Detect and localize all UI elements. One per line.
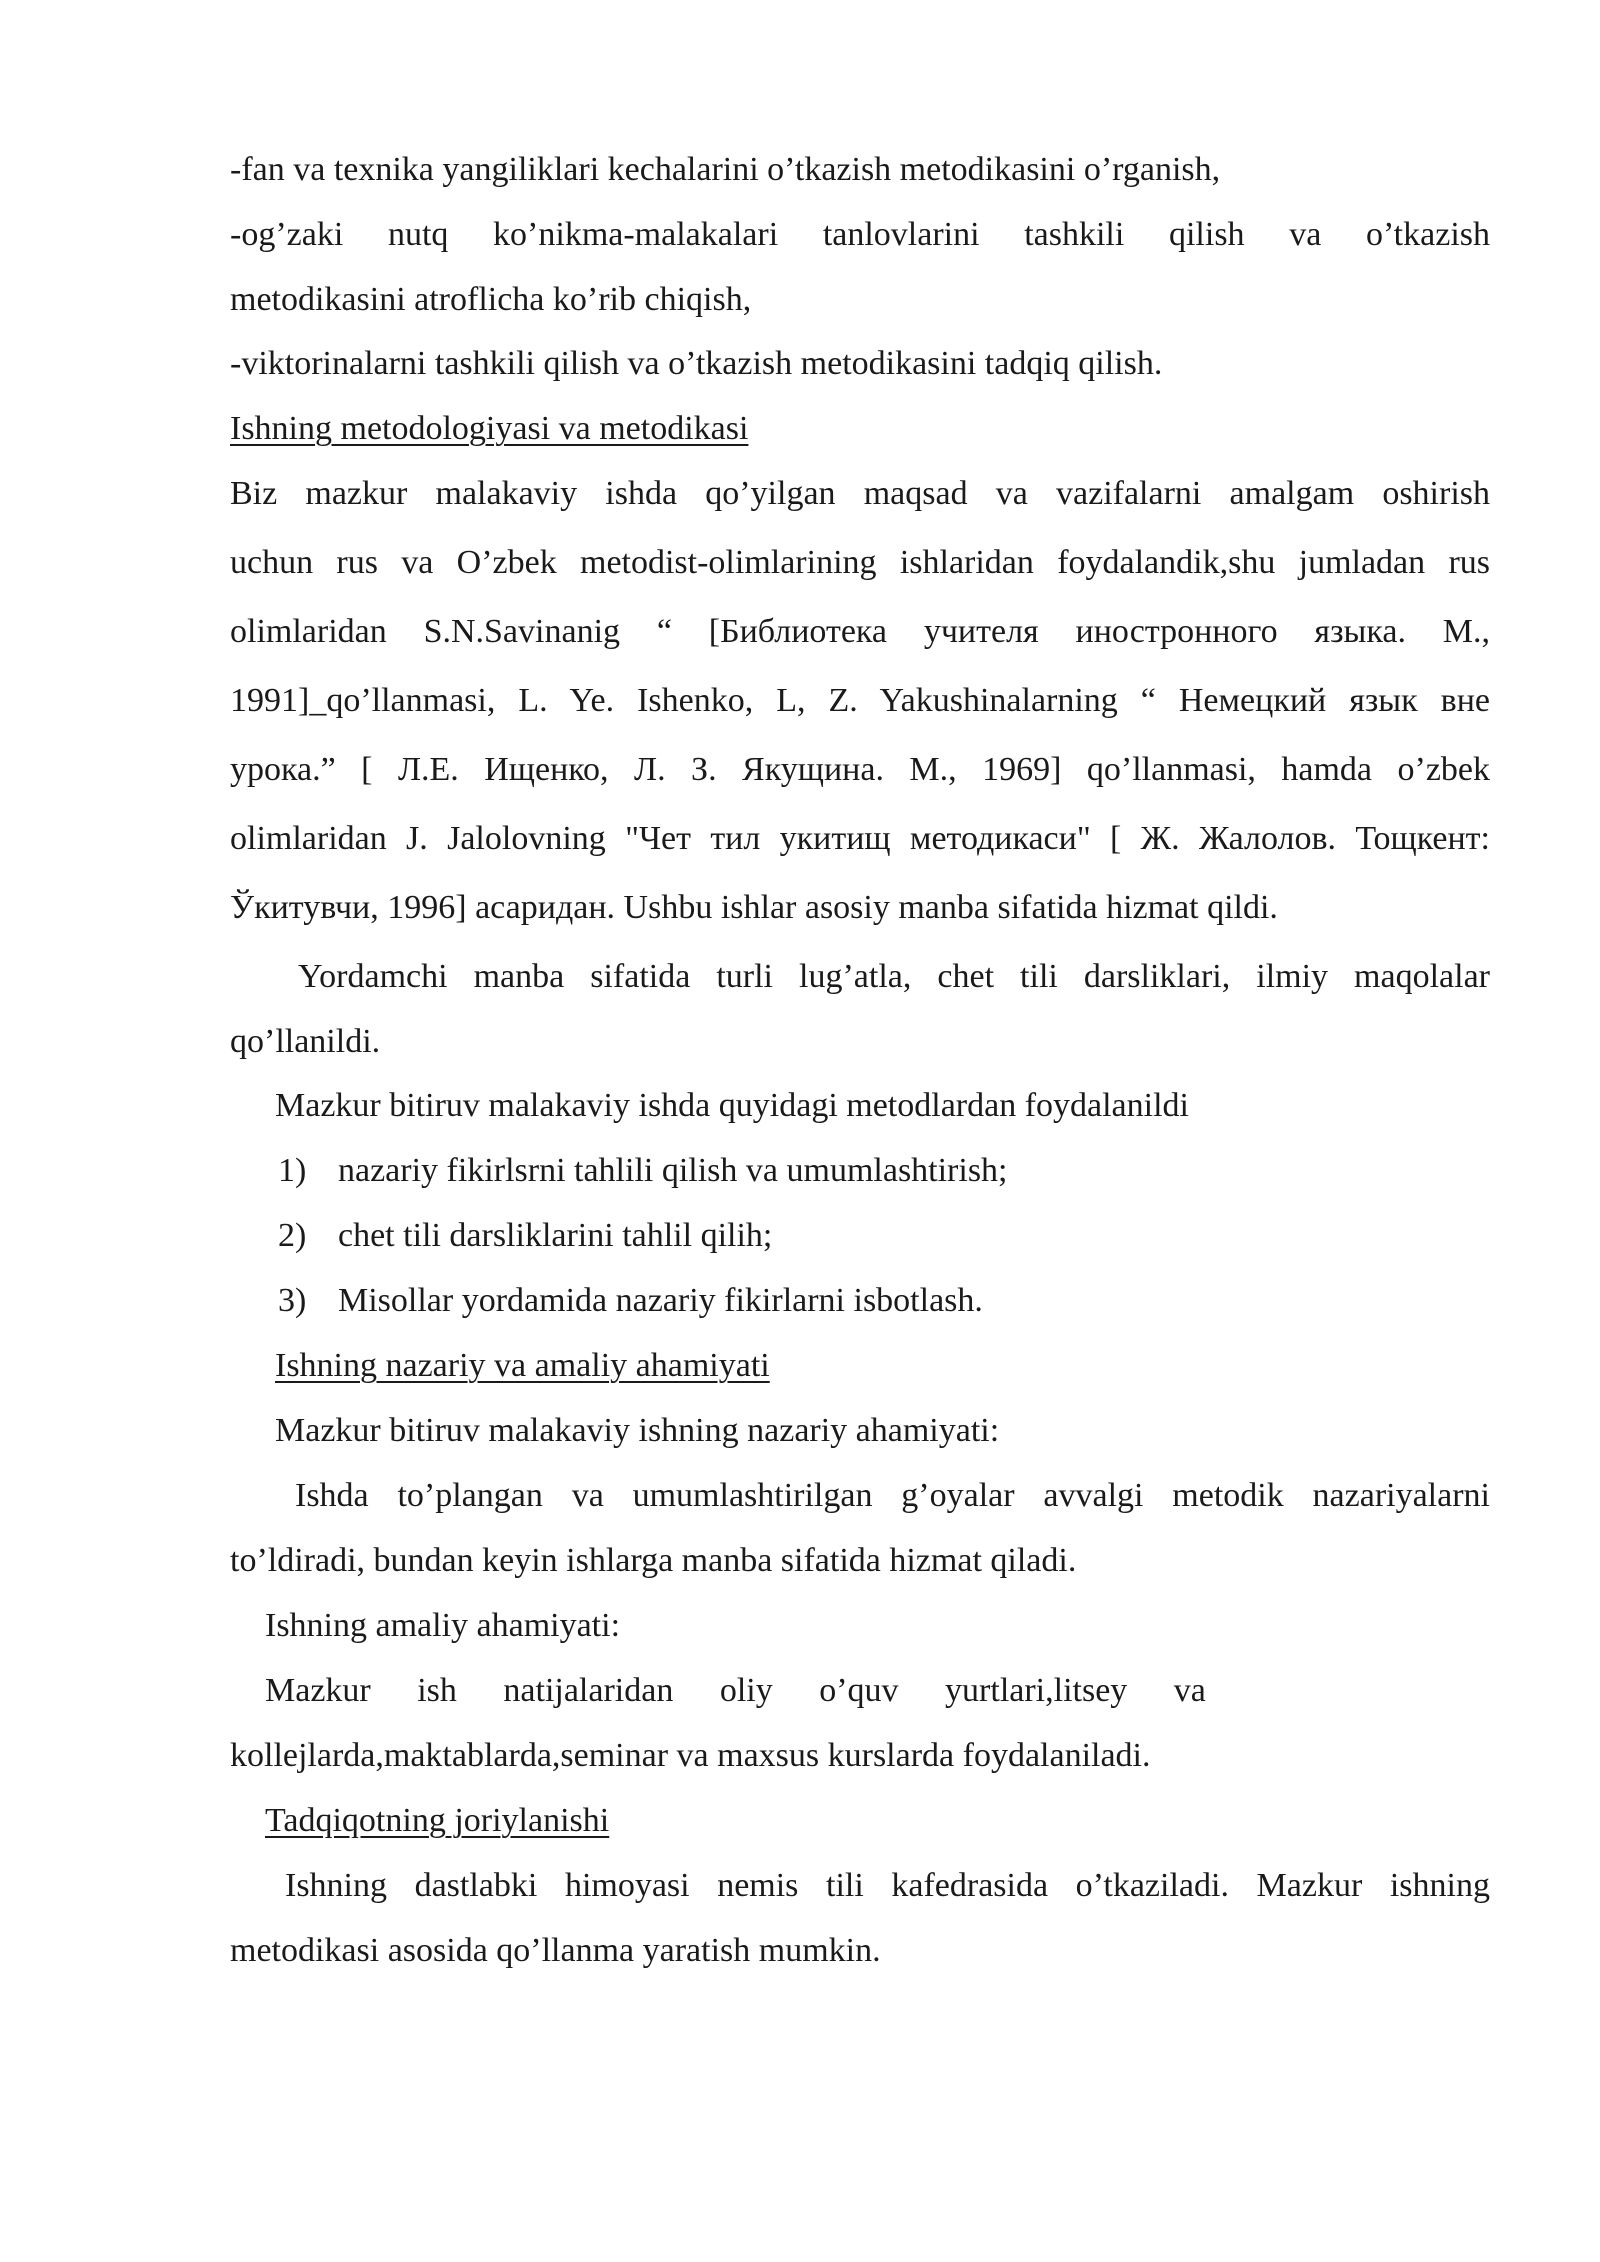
implementation-line-1: Ishning dastlabki himoyasi nemis tili kafedrasida o’tkaziladi. Mazkur ishning [285, 1867, 1490, 1904]
intro-line-2: -og’zaki nutq ko’nikma-malakalari tanlovlarini tashkili qilish va o’tkazish [230, 216, 1490, 253]
practice-intro: Ishning amaliy ahamiyati: [265, 1607, 621, 1644]
implementation-line-2: metodikasi asosida qo’llanma yaratish mumkin. [230, 1932, 881, 1969]
method-item: nazariy fikirlsrni tahlili qilish va umumlashtirish; [338, 1152, 1008, 1189]
practice-line-2: kollejlarda,maktablarda,seminar va maxsus kurslarda foydalaniladi. [230, 1737, 1151, 1774]
method-item: chet tili darsliklarini tahlil qilih; [338, 1217, 773, 1254]
method-number: 1) [278, 1152, 307, 1189]
theory-line-1: Ishda to’plangan va umumlashtirilgan g’oyalar avvalgi metodik nazariyalarni [295, 1477, 1490, 1514]
methodology-line-3: olimlaridan S.N.Savinanig “ [Библиотека учителя иностронного языка. M., [230, 613, 1490, 650]
method-item: Misollar yordamida nazariy fikirlarni isbotlash. [338, 1282, 983, 1319]
method-number: 3) [278, 1282, 307, 1319]
significance-heading: Ishning nazariy va amaliy ahamiyati [275, 1347, 770, 1384]
theory-line-2: to’ldiradi, bundan keyin ishlarga manba sifatida hizmat qiladi. [230, 1542, 1077, 1579]
intro-line-4: -viktorinalarni tashkili qilish va o’tkazish metodikasini tadqiq qilish. [230, 345, 1163, 382]
method-number: 2) [278, 1217, 307, 1254]
methodology-line-4: 1991]_qo’llanmasi, L. Ye. Ishenko, L, Z. Yakushinalarning “ Немецкий язык вне [230, 682, 1490, 719]
implementation-heading: Tadqiqotning joriylanishi [265, 1802, 610, 1839]
methodology-heading: Ishning metodologiyasi va metodikasi [230, 410, 749, 447]
aux-line-1: Yordamchi manba sifatida turli lug’atla, chet tili darsliklari, ilmiy maqolalar [298, 958, 1490, 995]
methodology-line-7: Ўкитувчи, 1996] асаридан. Ushbu ishlar asosiy manba sifatida hizmat qildi. [230, 889, 1278, 926]
theory-intro: Mazkur bitiruv malakaviy ishning nazariy ahamiyati: [275, 1412, 1000, 1449]
methodology-line-6: olimlaridan J. Jalolovning "Чет тил укитищ методикаси" [ Ж. Жалолов. Тощкент: [230, 820, 1490, 857]
intro-line-3: metodikasini atroflicha ko’rib chiqish, [230, 281, 752, 318]
methodology-line-2: uchun rus va O’zbek metodist-olimlarining ishlaridan foydalandik,shu jumladan rus [230, 544, 1490, 581]
methods-intro: Mazkur bitiruv malakaviy ishda quyidagi metodlardan foydalanildi [275, 1087, 1189, 1124]
intro-line-1: -fan va texnika yangiliklari kechalarini o’tkazish metodikasini o’rganish, [230, 151, 1221, 188]
methodology-line-5: урока.” [ Л.Е. Ищенко, Л. З. Якущина. М., 1969] qo’llanmasi, hamda o’zbek [230, 751, 1490, 788]
practice-line-1: Mazkur ish natijalaridan oliy o’quv yurtlari,litsey va [265, 1672, 1206, 1709]
methodology-line-1: Biz mazkur malakaviy ishda qo’yilgan maqsad va vazifalarni amalgam oshirish [230, 475, 1490, 512]
aux-line-2: qo’llanildi. [230, 1023, 381, 1060]
